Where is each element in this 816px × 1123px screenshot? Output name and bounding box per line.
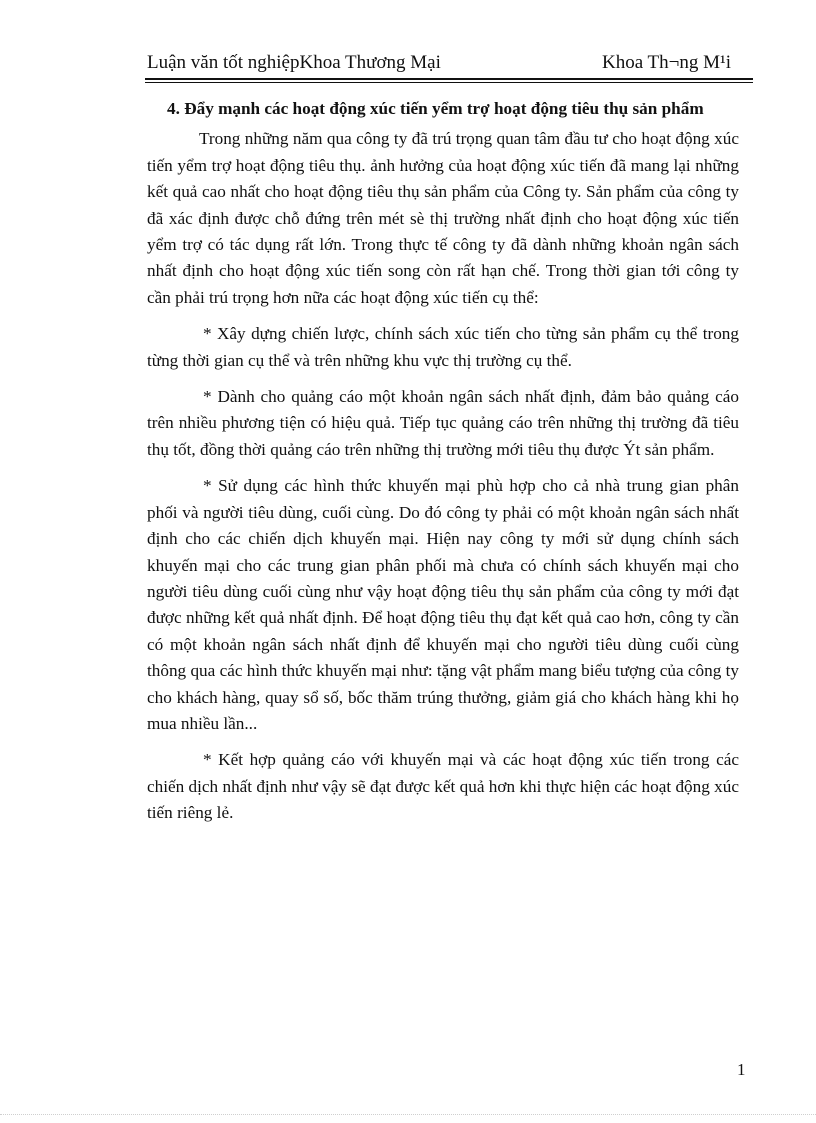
body-paragraph-promotion: * Sử dụng các hình thức khuyến mại phù hợp cho cả nhà trung gian phân phối và người tiêu dùng, cuối cùng. Do đó công ty phải có một khoản ngân sách nhất định cho các chiến dịch khuyến mại. Hiện nay công ty mới sử dụng chính sách khuyến mại cho các trung gian phân phối mà chưa có chính sách khuyến mại cho người tiêu dùng cuối cùng như vậy hoạt động tiêu thụ sản phẩm của công ty mới đạt được những kết quả nhất định. Để hoạt động tiêu thụ đạt kết quả cao hơn, công ty cần có một khoản ngân sách nhất định để khuyến mại cho người tiêu dùng cuối cùng thông qua các hình thức khuyến mại như: tặng vật phẩm mang biểu tượng của công ty cho khách hàng, quay sổ số, bốc thăm trúng thưởng, giảm giá cho khách hàng khi họ mua nhiều lần... <box>147 476 739 733</box>
page-number: 1 <box>737 1060 746 1079</box>
page-bottom-border <box>0 1114 816 1115</box>
header-rule-thick <box>145 78 753 80</box>
document-body <box>147 96 739 837</box>
body-paragraph-intro: Trong những năm qua công ty đã trú trọng quan tâm đầu tư cho hoạt động xúc tiến yểm trợ hoạt động tiêu thụ. ảnh hưởng của hoạt động xúc tiến đã mang lại những kết quả cao nhất cho hoạt động tiêu thụ sản phẩm của Công ty. Sản phẩm của công ty đã xác định được chỗ đứng trên mét sè thị trường nhất định cho hoạt động xúc tiến yểm trợ có tác dụng rất lớn. Trong thực tế công ty đã dành những khoản ngân sách nhất định cho hoạt động xúc tiến song còn rất hạn chế. Trong thời gian tới công ty cần phải trú trọng hơn nữa các hoạt động xúc tiến cụ thể: <box>147 129 739 307</box>
header-left-title: Luận văn tốt nghiệpKhoa Thương Mại <box>147 52 441 73</box>
body-paragraph-combined: * Kết hợp quảng cáo với khuyến mại và các hoạt động xúc tiến trong các chiến dịch nhất định như vậy sẽ đạt được kết quả hơn khi thực hiện các hoạt động xúc tiến riêng lẻ. <box>147 750 739 823</box>
page-header <box>147 50 753 76</box>
header-right-title: Khoa Th¬ng M¹i <box>601 52 731 73</box>
body-paragraph-strategy: * Xây dựng chiến lược, chính sách xúc tiến cho từng sản phẩm cụ thể trong từng thời gian cụ thể và trên những khu vực thị trường cụ thể. <box>147 324 739 370</box>
section-heading: 4. Đẩy mạnh các hoạt động xúc tiến yểm trợ hoạt động tiêu thụ sản phẩm <box>167 99 704 118</box>
header-rule-thin <box>145 82 753 83</box>
body-paragraph-advertising: * Dành cho quảng cáo một khoản ngân sách nhất định, đảm bảo quảng cáo trên nhiều phương tiện có hiệu quả. Tiếp tục quảng cáo trên những thị trường đã tiêu thụ tốt, đồng thời quảng cáo trên những thị trường mới tiêu thụ được Ýt sản phẩm. <box>147 387 739 459</box>
